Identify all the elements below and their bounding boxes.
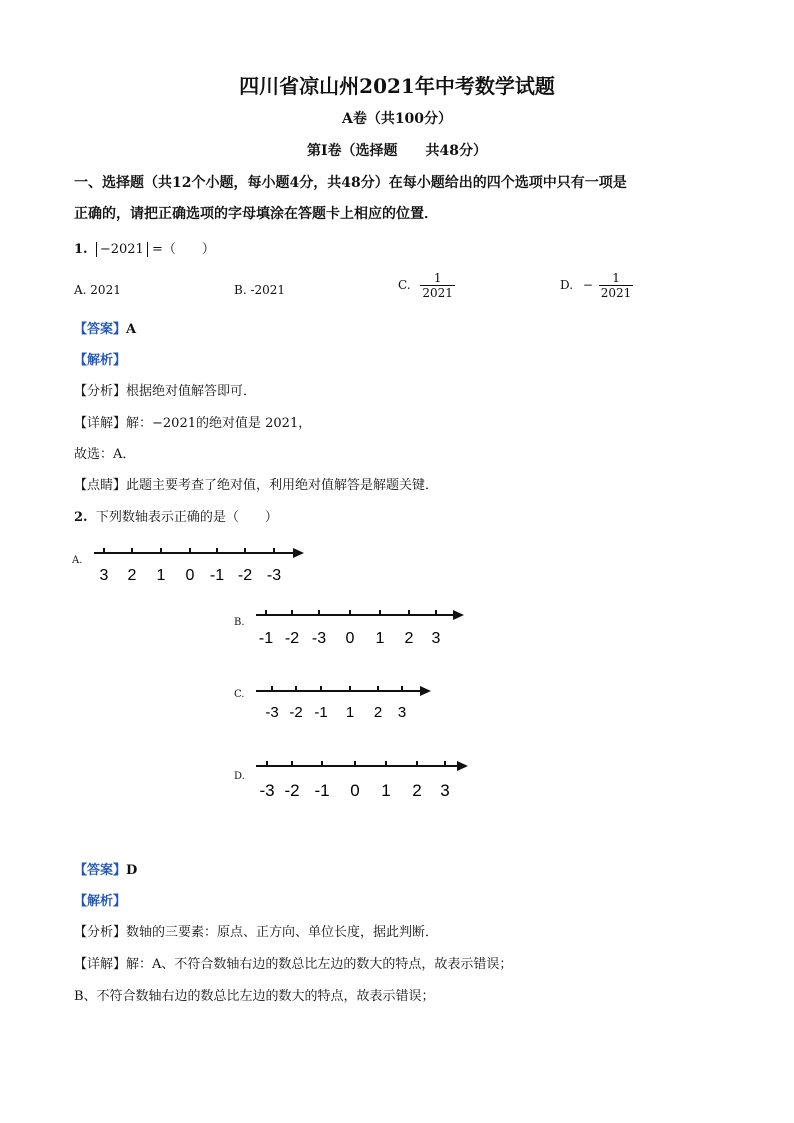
tick-label: -1 — [209, 567, 225, 584]
q2-answer — [74, 859, 137, 878]
section-heading-line2: 正确的，请把正确选项的字母填涂在答题卡上相应的位置． — [74, 206, 438, 222]
number-line-c-label: C. — [234, 689, 245, 700]
answer-value: D — [126, 863, 138, 878]
fenxi-text: 数轴的三要素：原点、正方向、单位长度，据此判断． — [126, 925, 439, 940]
tick-label: 2 — [127, 567, 137, 584]
tick-label: 3 — [99, 567, 109, 584]
fenxi-tag: 【分析】 — [74, 925, 127, 940]
tick-label: 1 — [156, 567, 166, 584]
q2-detail — [74, 953, 512, 972]
tick-label: 1 — [381, 781, 391, 800]
detail-tag: 【详解】 — [74, 957, 127, 972]
q2-detail-2: B、不符合数轴右边的数总比左边的数大的特点，故表示错误； — [74, 989, 435, 1004]
number-line-a — [90, 542, 310, 587]
tick-label: 2 — [404, 630, 414, 647]
fraction-numerator: 1 — [420, 271, 455, 286]
tick-label: -1 — [314, 704, 328, 721]
q1-option-d-label: D. — [560, 278, 574, 292]
tick-label: -3 — [266, 567, 282, 584]
analysis-tag: 【解析】 — [74, 894, 127, 909]
analysis-tag: 【解析】 — [74, 353, 127, 368]
number-line-d — [252, 755, 472, 803]
q1-option-a: A. 2021 — [74, 283, 121, 297]
question-1-tail: =（ ） — [151, 242, 215, 257]
paper-label: A卷（共100分） — [341, 111, 453, 127]
detail-text: 解：A、不符合数轴右边的数总比左边的数大的特点，故表示错误； — [126, 957, 513, 972]
question-2-number: 2. — [74, 510, 88, 525]
tick-label: -1 — [258, 630, 274, 647]
axis-arrow-icon — [453, 610, 464, 620]
number-line-d-label: D. — [234, 771, 245, 782]
q1-answer — [74, 318, 136, 337]
axis-arrow-icon — [457, 761, 468, 771]
page-title: 四川省凉山州2021年中考数学试题 — [239, 74, 555, 98]
tick-label: -2 — [284, 630, 300, 647]
fraction-denominator: 2021 — [600, 286, 632, 300]
fraction — [599, 271, 634, 300]
number-line-b-label: B. — [234, 617, 245, 628]
tick-label: -1 — [314, 781, 330, 800]
tick-label: -2 — [284, 781, 300, 800]
question-2 — [74, 506, 278, 525]
tick-label: 3 — [440, 781, 450, 800]
q1-option-c-label: C. — [398, 278, 411, 292]
tick-label: 2 — [373, 704, 383, 721]
q1-comment — [74, 474, 438, 493]
axis-arrow-icon — [293, 548, 304, 558]
tick-label: -3 — [259, 781, 275, 800]
q1-analysis — [74, 349, 126, 368]
fraction-denominator: 2021 — [422, 286, 453, 300]
q2-analysis — [74, 890, 126, 909]
tick-label: 3 — [431, 630, 441, 647]
tick-label: -2 — [289, 704, 303, 721]
detail-text: 解：−2021的绝对值是 2021， — [126, 416, 312, 431]
section-heading-line1: 一、选择题（共12个小题，每小题4分，共48分）在每小题给出的四个选项中只有一项是 — [74, 175, 627, 191]
tick-label: -3 — [265, 704, 279, 721]
minus-sign: − — [582, 278, 593, 292]
question-1 — [74, 238, 215, 257]
tick-label: 0 — [345, 630, 355, 647]
tick-label: 1 — [375, 630, 385, 647]
tick-label: -3 — [311, 630, 327, 647]
tick-label: 2 — [412, 781, 422, 800]
answer-tag: 【答案】 — [74, 863, 127, 878]
tick-label: -2 — [237, 567, 253, 584]
fenxi-tag: 【分析】 — [74, 384, 127, 399]
absolute-value-expression: −2021 — [96, 242, 148, 257]
fraction-numerator: 1 — [599, 271, 634, 286]
number-line-c — [252, 680, 442, 722]
comment-tag: 【点睛】 — [74, 478, 127, 493]
q2-fenxi — [74, 921, 438, 940]
number-line-a-label: A. — [72, 555, 83, 566]
q1-option-c — [398, 271, 455, 300]
tick-label: 0 — [350, 781, 360, 800]
part-label: 第Ⅰ卷（选择题 共48分） — [306, 143, 488, 159]
question-2-stem: 下列数轴表示正确的是（ ） — [95, 510, 278, 525]
number-line-b — [252, 604, 472, 650]
fraction — [420, 271, 455, 300]
q1-option-d — [560, 271, 633, 300]
q1-fenxi — [74, 380, 256, 399]
answer-value: A — [126, 322, 137, 337]
q1-choose: 故选：A． — [74, 447, 136, 462]
tick-label: 0 — [185, 567, 195, 584]
axis-arrow-icon — [420, 686, 431, 696]
detail-tag: 【详解】 — [74, 416, 127, 431]
q1-option-b: B. -2021 — [234, 283, 286, 297]
tick-label: 3 — [397, 704, 407, 721]
comment-text: 此题主要考查了绝对值，利用绝对值解答是解题关键． — [126, 478, 439, 493]
question-1-number: 1. — [74, 242, 88, 257]
tick-label: 1 — [345, 704, 355, 721]
answer-tag: 【答案】 — [74, 322, 127, 337]
fenxi-text: 根据绝对值解答即可． — [126, 384, 257, 399]
q1-detail — [74, 412, 311, 431]
